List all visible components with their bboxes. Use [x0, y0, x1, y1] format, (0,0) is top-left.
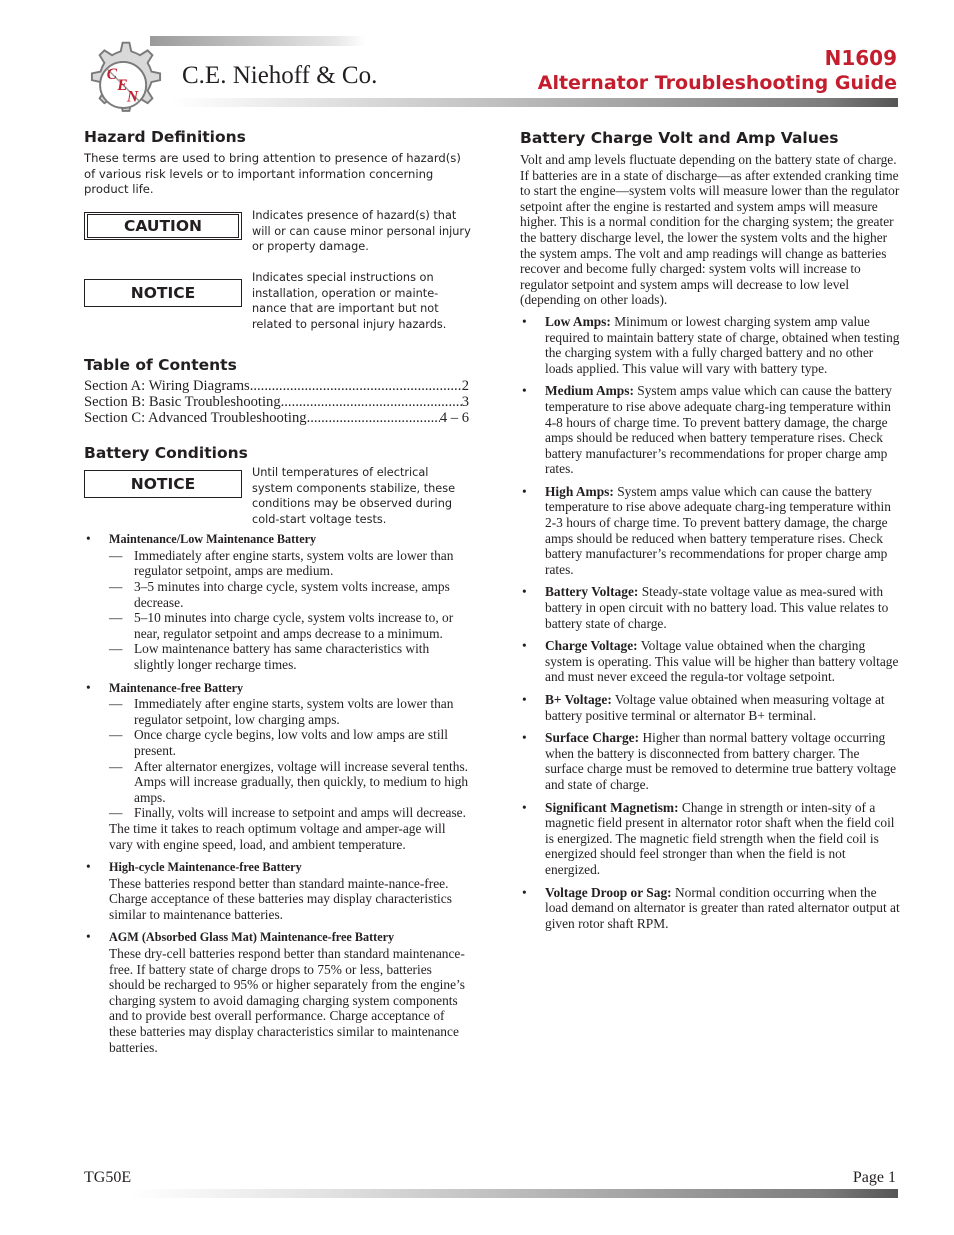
dash-item: — Finally, volts will increase to setpoint and amps will decrease.	[109, 805, 469, 821]
battery-note: The time it takes to reach optimum voltage and amper-age will vary with engine speed, load, and ambient temperature.	[109, 820, 446, 852]
toc-item-text: Section C: Advanced Troubleshooting	[84, 409, 307, 426]
document-number: N1609	[824, 46, 897, 70]
battery-notice-label: NOTICE	[130, 475, 196, 494]
definition-text: Voltage value obtained when the charging system is operating. This value will be higher than battery voltage and must never exceed the regula-tor voltage setpoint.	[545, 638, 899, 685]
list-item	[520, 584, 900, 631]
logo-letter-e: E	[117, 76, 128, 94]
list-item	[520, 692, 900, 723]
toc-item-page: 2	[461, 378, 469, 395]
battery-type-text: These batteries respond better than standard mainte-nance-free. Charge acceptance of these batteries may display characteristics similar to maintenance batteries.	[109, 875, 452, 922]
hazard-intro: These terms are used to bring attention to presence of hazard(s) of various risk levels or to important information concerning product life.	[84, 151, 461, 197]
list-item	[520, 885, 900, 932]
notice-box	[84, 279, 242, 307]
document-title: Alternator Troubleshooting Guide	[537, 72, 897, 94]
battery-conditions-list	[84, 531, 469, 1055]
dash-list	[109, 548, 469, 673]
dash-item: — Immediately after engine starts, system volts are lower than regulator setpoint, low charging amps.	[109, 696, 469, 727]
battery-type-heading: Maintenance/Low Maintenance Battery	[109, 532, 317, 547]
definition-term: High Amps:	[545, 483, 614, 499]
definition-term: Battery Voltage:	[545, 584, 639, 600]
dash-item: — Immediately after engine starts, system volts are lower than regulator setpoint, amps are medium.	[109, 548, 469, 579]
toc-item-text: Section A: Wiring Diagrams	[84, 378, 250, 395]
left-column	[84, 128, 469, 1062]
definition-text: Minimum or lowest charging system amp value required to maintain battery state of charge, obtained when testing the charging system with a fully charged battery and no other loads applied. This value will vary with battery type.	[545, 313, 900, 376]
list-item	[84, 680, 469, 853]
definition-text: Voltage value obtained when measuring voltage at battery positive terminal or alternator B+ terminal.	[545, 692, 885, 723]
toc-item-page: 3	[461, 393, 469, 410]
footer-rule	[130, 1189, 898, 1198]
table-of-contents-section	[84, 356, 469, 426]
definition-term: Medium Amps:	[545, 383, 634, 399]
dash-item: — After alternator energizes, voltage will increase several tenths. Amps will increase gradually, then quickly, to medium to high amps.	[109, 759, 469, 806]
right-column	[520, 129, 900, 938]
list-item	[520, 638, 900, 685]
list-item	[520, 484, 900, 578]
header-rule	[172, 98, 898, 107]
toc-heading: Table of Contents	[84, 356, 237, 375]
toc-item-section-a[interactable]	[84, 379, 469, 395]
caution-label: CAUTION	[87, 214, 239, 238]
list-item	[84, 531, 469, 672]
list-item	[520, 800, 900, 878]
battery-conditions-heading: Battery Conditions	[84, 444, 248, 463]
notice-label: NOTICE	[130, 284, 196, 303]
toc-item-section-b[interactable]	[84, 395, 469, 411]
definition-text: Steady-state voltage value as mea-sured with battery in open circuit with no battery load. This value relates to battery state of charge.	[545, 584, 889, 631]
dash-list	[109, 696, 469, 821]
company-logo-gear-icon	[78, 36, 174, 132]
caution-row	[84, 208, 469, 270]
definition-term: Low Amps:	[545, 313, 611, 329]
caution-description: Indicates presence of hazard(s) that will or can cause minor personal injury or property damage.	[252, 209, 471, 254]
list-item	[84, 929, 469, 1055]
definition-text: System amps value which can cause the battery temperature to rise above adequate charg-ing temperature within 4-8 hours of charge time. To prevent battery damage, the charge amps should be reduced when battery temperature rises. Check battery manufacturer’s recommendations for proper charge amp rates.	[545, 383, 892, 477]
caution-box	[84, 212, 242, 240]
list-item	[520, 314, 900, 376]
definition-text: Change in strength or inten-sity of a magnetic field present in alternator rotor shaft when the field coil is energized. The magnetic field strength when the field coil is energized should feel stronger than when the field is not energized.	[545, 799, 895, 877]
toc-leader-dots	[281, 395, 462, 411]
hazard-definitions-heading: Hazard Definitions	[84, 128, 246, 146]
footer-page-number: Page 1	[852, 1169, 896, 1186]
dash-item: — 5–10 minutes into charge cycle, system volts increase to, or near, regulator setpoint and amps decrease to a minimum.	[109, 610, 469, 641]
battery-type-heading: Maintenance-free Battery	[109, 680, 244, 695]
dash-item: — Once charge cycle begins, low volts and low amps are still present.	[109, 727, 469, 758]
definition-term: Voltage Droop or Sag:	[545, 884, 672, 900]
battery-type-heading: High-cycle Maintenance-free Battery	[109, 860, 302, 875]
definition-text: Normal condition occurring when the load demand on alternator is greater than rated alternator output at given rotor shaft RPM.	[545, 884, 900, 931]
list-item	[520, 383, 900, 477]
battery-notice-row	[84, 465, 469, 535]
battery-notice-description: Until temperatures of electrical system components stabilize, these conditions may be observed during cold-start voltage tests.	[252, 466, 456, 526]
notice-description: Indicates special instructions on installation, operation or mainte-nance that are important but not related to personal injury hazards.	[252, 271, 447, 331]
dash-item: — 3–5 minutes into charge cycle, system volts increase, amps decrease.	[109, 579, 469, 610]
list-item	[84, 859, 469, 922]
definition-text: Higher than normal battery voltage occurring when the battery is disconnected from battery charger. The surface charge must be removed to determine true battery voltage and state of charge.	[545, 730, 897, 792]
footer-document-code: TG50E	[84, 1169, 132, 1186]
logo-letter-c: C	[106, 66, 118, 84]
hazard-definitions-section	[84, 128, 469, 350]
battery-notice-box	[84, 470, 242, 498]
toc-item-page: 4 – 6	[439, 409, 469, 426]
definition-term: Significant Magnetism:	[545, 799, 679, 815]
battery-type-heading: AGM (Absorbed Glass Mat) Maintenance-free Battery	[109, 930, 395, 945]
battery-type-text: These dry-cell batteries respond better than standard maintenance-free. If battery state of charge drops to 75% or less, batteries should be recharged to 95% or higher separately from the engine’s charging system to avoid damaging charging system components and to provide best overall performance. Charge acceptance of these batteries may display characteristics similar to maintenance batteries.	[109, 946, 465, 1055]
volt-amp-definitions-list	[520, 314, 900, 931]
volt-amp-intro: Volt and amp levels fluctuate depending on the battery state of charge. If batteries are in a state of discharge—as after extended cranking time to start the engine—system volts will measure lower than the regulator setpoint after the engine is restarted and system amps will measure higher. This is a normal condition for the charging system; the greater the battery discharge level, the lower the system volts and the higher the system amps. The volt and amp readings will change as batteries recover and become fully charged: system volts will increase to regulator setpoint and system amps will decrease to low level (depending on other loads).	[520, 152, 900, 308]
dash-item: — Low maintenance battery has same characteristics with slightly longer recharge times.	[109, 641, 469, 672]
notice-row	[84, 270, 469, 350]
volt-amp-heading: Battery Charge Volt and Amp Values	[520, 129, 839, 147]
company-name: C.E. Niehoff & Co.	[182, 62, 378, 89]
logo-letter-n: N	[126, 88, 139, 106]
definition-term: Surface Charge:	[545, 730, 640, 746]
header-gradient-bar	[150, 36, 366, 46]
definition-term: Charge Voltage:	[545, 638, 638, 654]
toc-item-text: Section B: Basic Troubleshooting	[84, 393, 281, 410]
list-item	[520, 730, 900, 792]
toc-leader-dots	[250, 379, 462, 395]
toc-item-section-c[interactable]	[84, 411, 469, 427]
definition-term: B+ Voltage:	[545, 692, 612, 707]
battery-conditions-section	[84, 444, 469, 1055]
definition-text: System amps value which can cause the battery temperature to rise above adequate charg-ing temperature within 2-3 hours of charge time. To prevent battery damage, the charge amps should be reduced when battery temperature rises. Check battery manufacturer’s recommendations for proper charge amp rates.	[545, 483, 891, 577]
toc-leader-dots	[307, 411, 440, 427]
